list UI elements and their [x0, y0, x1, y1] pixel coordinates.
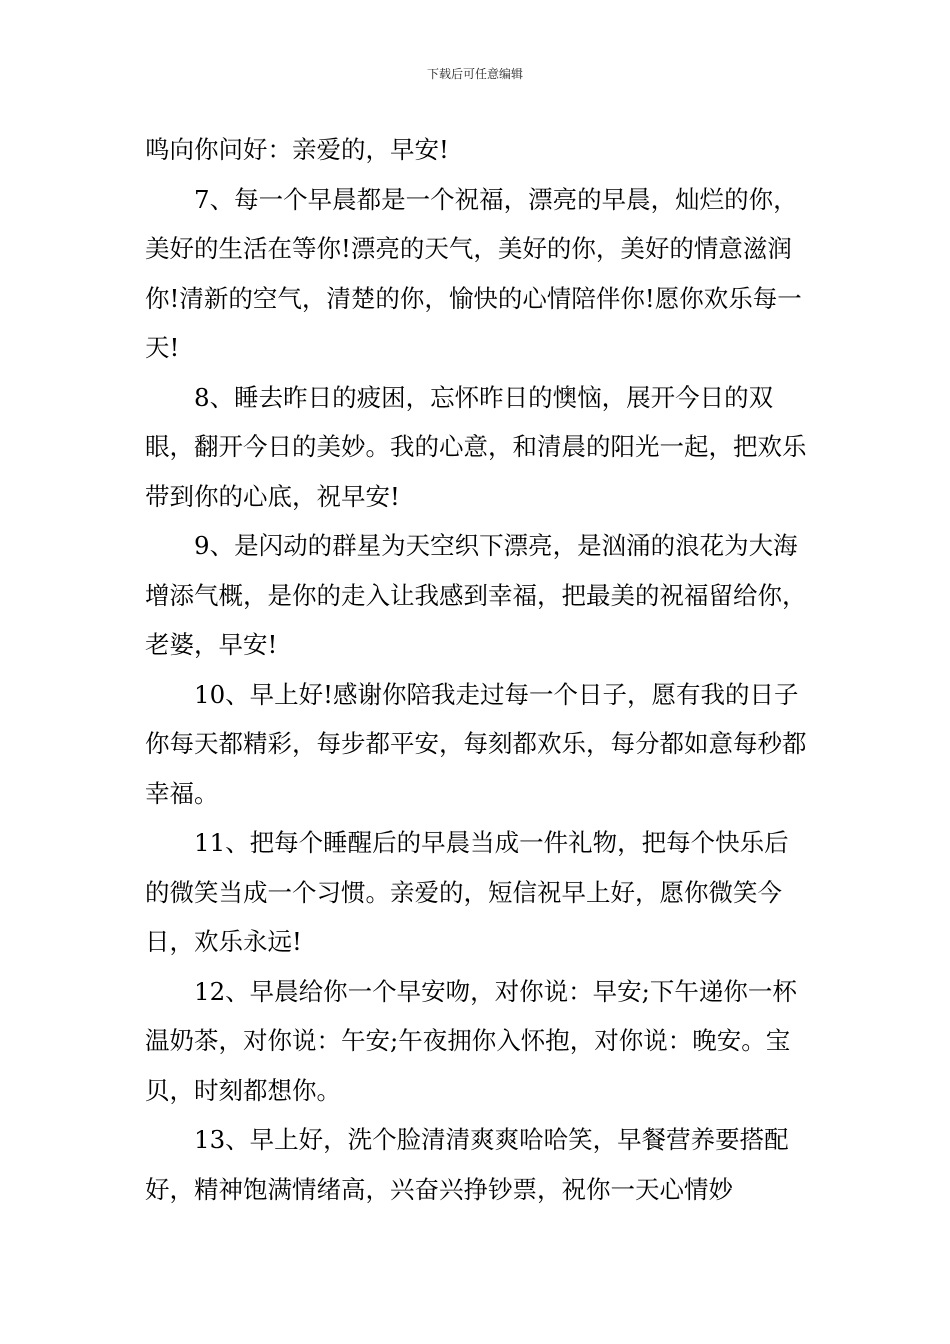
page-header: 下载后可任意编辑	[426, 67, 523, 81]
paragraph-item-9: 9、是闪动的群星为天空织下漂亮，是汹涌的浪花为大海增添气概，是你的走入让我感到幸福，把最美的祝福留给你，老婆，早安!	[145, 531, 807, 659]
paragraph-item-13: 13、早上好，洗个脸清清爽爽哈哈笑，早餐营养要搭配好，精神饱满情绪高，兴奋兴挣钞票，祝你一天心情妙	[145, 1125, 789, 1204]
paragraph-item-11: 11、把每个睡醒后的早晨当成一件礼物，把每个快乐后的微笑当成一个习惯。亲爱的，短信祝早上好，愿你微笑今日，欢乐永远!	[145, 828, 789, 956]
paragraph-continuation: 鸣向你问好：亲爱的，早安!	[145, 135, 449, 164]
document-body	[145, 125, 810, 1214]
paragraph-item-10: 10、早上好!感谢你陪我走过每一个日子，愿有我的日子你每天都精彩，每步都平安，每刻都欢乐，每分都如意每秒都幸福。	[145, 679, 807, 808]
paragraph-item-8: 8、睡去昨日的疲困，忘怀昨日的懊恼，展开今日的双眼，翻开今日的美妙。我的心意，和清晨的阳光一起，把欢乐带到你的心底，祝早安!	[145, 382, 807, 511]
paragraph-item-7: 7、每一个早晨都是一个祝福，漂亮的早晨，灿烂的你，美好的生活在等你!漂亮的天气，美好的你，美好的情意滋润你!清新的空气，清楚的你，愉快的心情陪伴你!愿你欢乐每一天!	[145, 184, 802, 362]
paragraph-item-12: 12、早晨给你一个早安吻，对你说：早安;下午递你一杯温奶茶，对你说：午安;午夜拥你入怀抱，对你说：晚安。宝贝，时刻都想你。	[145, 976, 797, 1105]
